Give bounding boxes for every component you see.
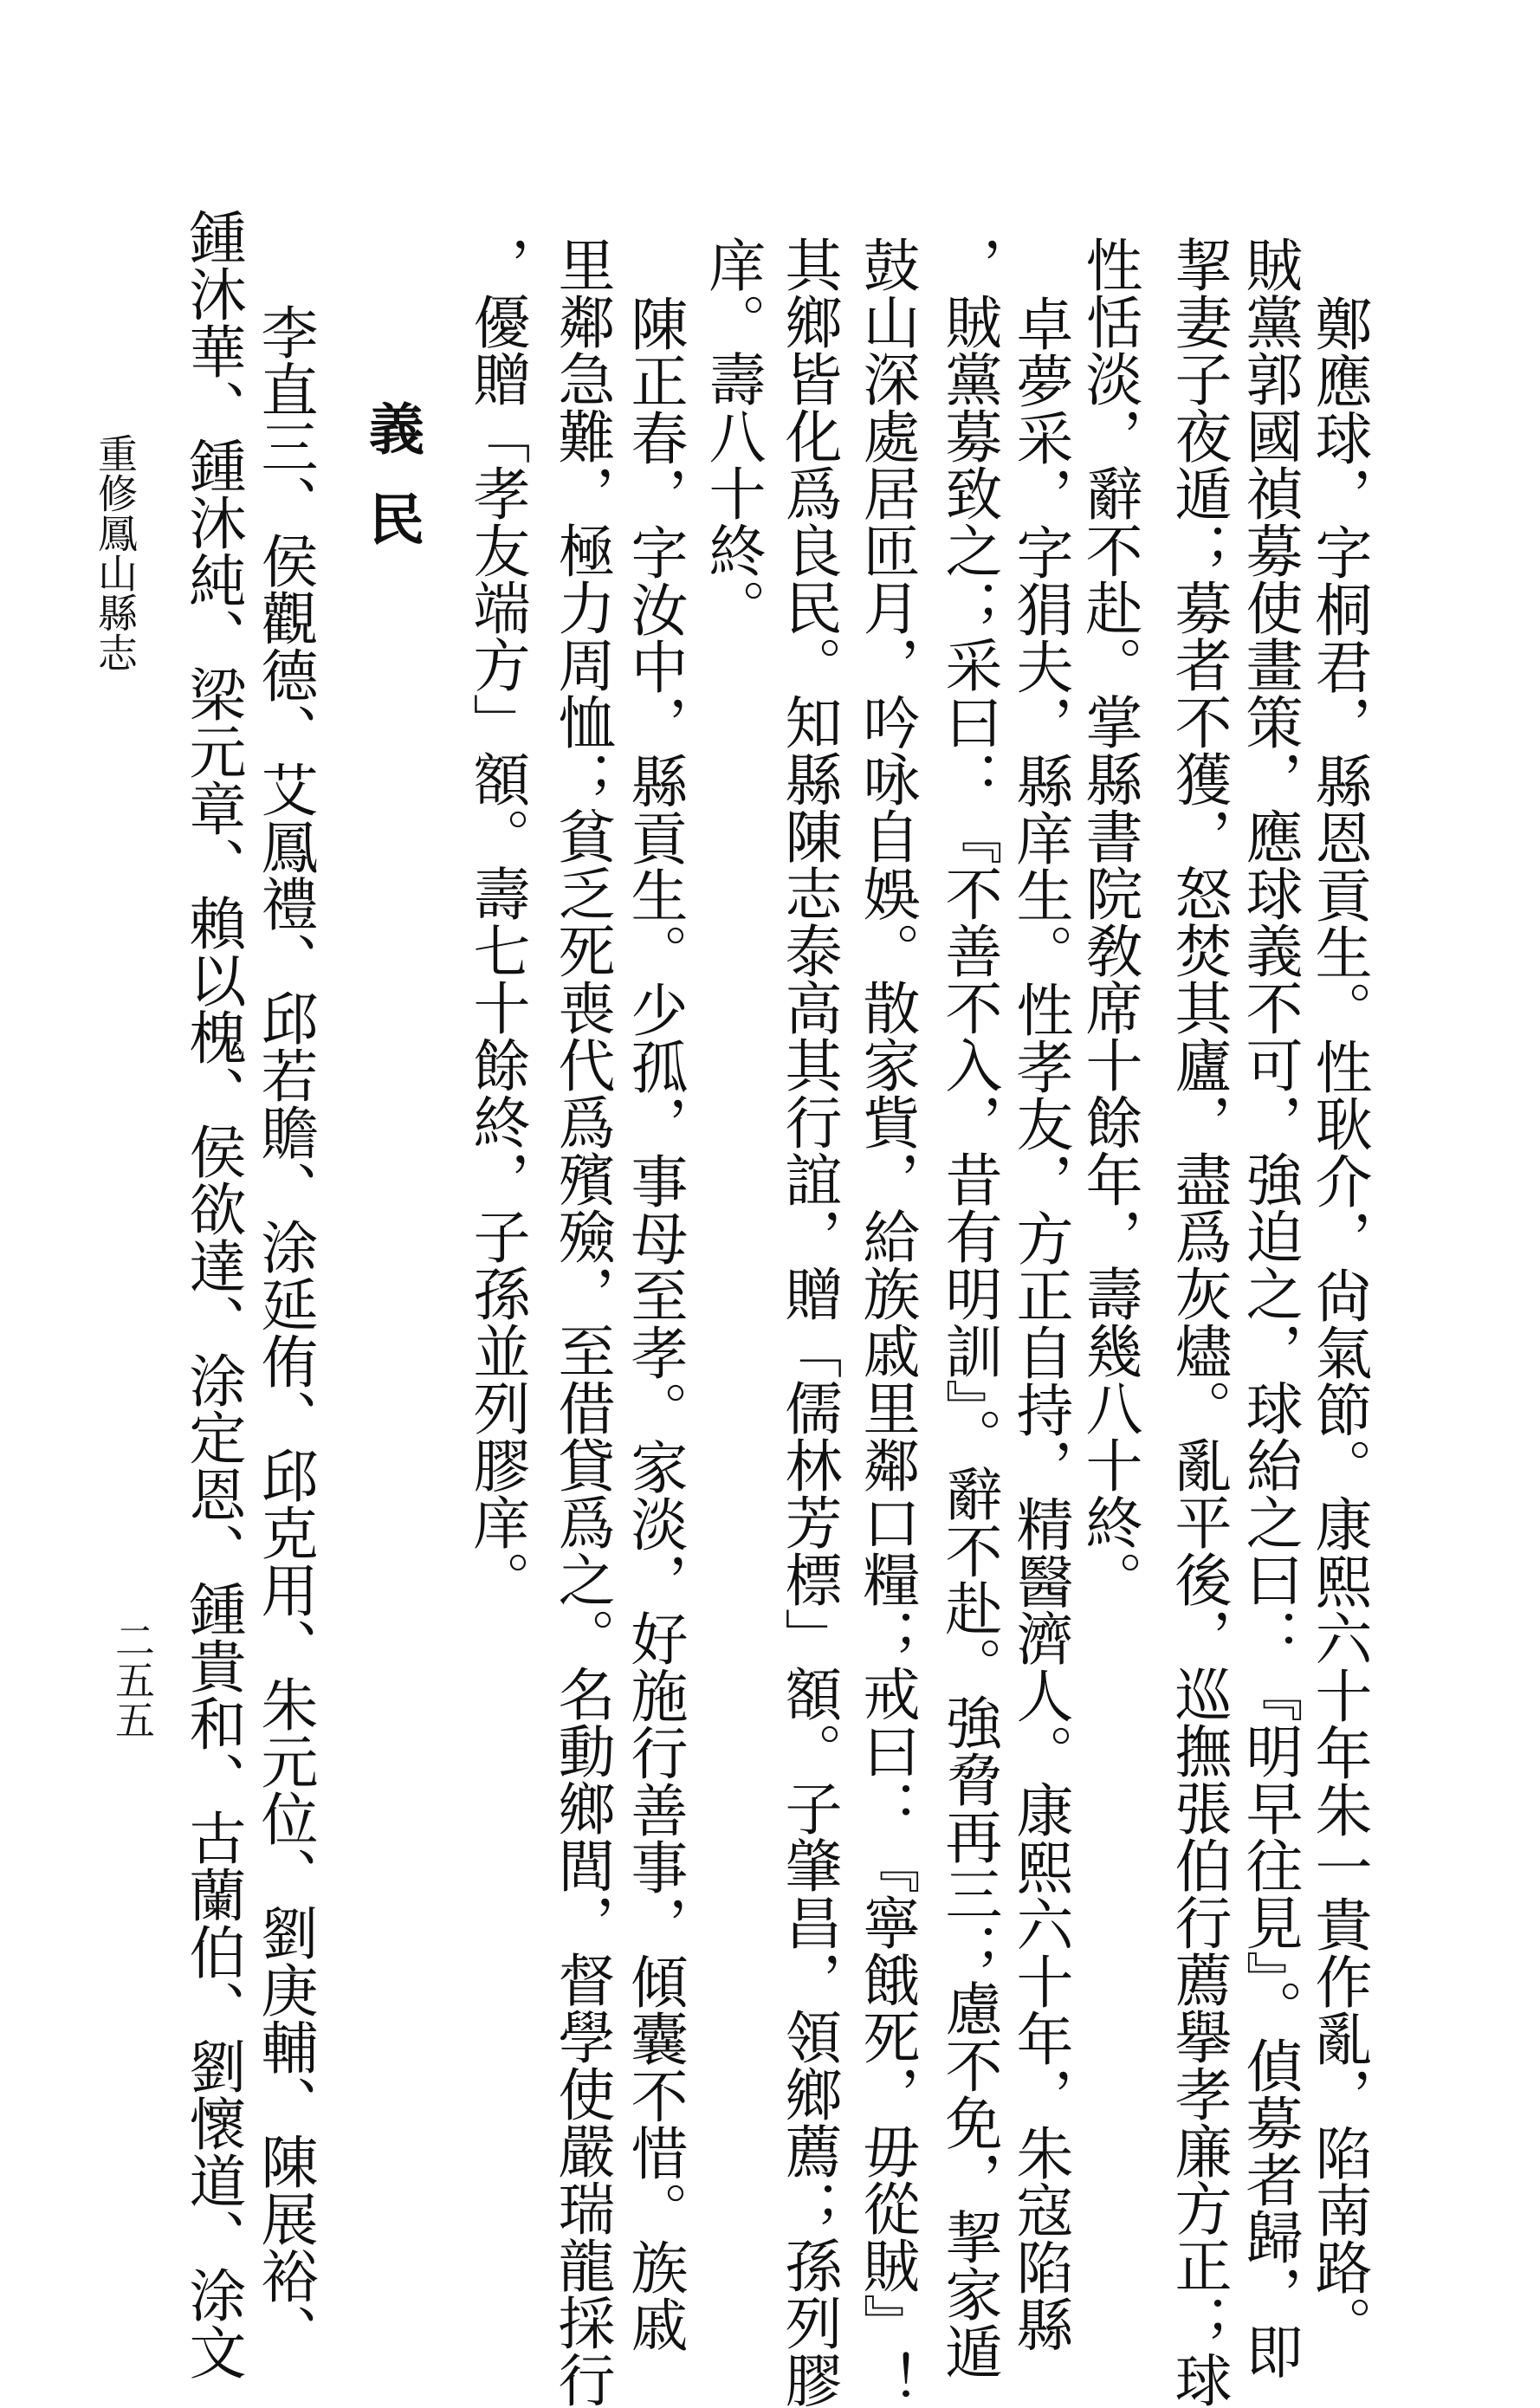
text-column-5: 卓夢采，字狷夫，縣庠生。性孝友，方正自持，精醫濟人。康熙六十年，朱寇陷縣 bbox=[1006, 295, 1073, 2353]
page-number: 二五五 bbox=[109, 1620, 156, 1739]
text-column-1: 鄭應球，字桐君，縣恩貢生。性耿介，尙氣節。康熙六十年朱一貴作亂，陷南路。 bbox=[1305, 295, 1372, 2353]
text-column-8: 其鄉皆化爲良民。知縣陳志泰高其行誼，贈「儒林芳標」額。子肇昌，領鄉薦；孫列膠 bbox=[775, 236, 842, 2408]
text-column-7: 鼓山深處居匝月，吟咏自娛。散家貲，給族戚里鄰口糧；戒曰：『寧餓死，毋從賊』！ bbox=[853, 236, 920, 2408]
text-column-12: ，優贈「孝友端方」額。壽七十餘終，子孫並列膠庠。 bbox=[463, 236, 530, 1608]
text-column-13: 李直三、侯觀德、艾鳳禮、邱若贍、涂延侑、邱克用、朱元位、劉庚輔、陳展裕、 bbox=[251, 303, 318, 2361]
text-column-2: 賊黨郭國禎募使畫策，應球義不可，強迫之，球紿之曰：『明早往見』。偵募者歸，即 bbox=[1236, 236, 1303, 2379]
text-column-14: 鍾沐華、鍾沐純、梁元章、賴以槐、侯欲達、涂定恩、鍾貴和、古蘭伯、劉懷道、涂文 bbox=[179, 208, 246, 2380]
text-column-9: 庠。壽八十終。 bbox=[699, 236, 766, 636]
section-heading-yimin: 義民 bbox=[359, 400, 424, 580]
text-column-11: 里鄰急難，極力周恤；貧乏死喪代爲殯殮，至借貸爲之。名動鄉閭，督學使嚴瑞龍採行 bbox=[548, 236, 615, 2408]
text-column-3: 挈妻子夜遁；募者不獲，怒焚其廬，盡爲灰燼。亂平後，巡撫張伯行薦擧孝廉方正；球 bbox=[1165, 236, 1232, 2408]
text-column-10: 陳正春，字汝中，縣貢生。少孤，事母至孝。家淡，好施行善事，傾囊不惜。族戚 bbox=[621, 295, 688, 2353]
text-column-4: 性恬淡，辭不赴。掌縣書院敎席十餘年，壽幾八十終。 bbox=[1076, 236, 1142, 1608]
text-column-6: ，賊黨募致之；采曰：『不善不入，昔有明訓』。辭不赴。強脅再三；慮不免，挈家遁 bbox=[935, 236, 1002, 2379]
book-title-footer: 重修鳳山縣志 bbox=[92, 433, 139, 672]
